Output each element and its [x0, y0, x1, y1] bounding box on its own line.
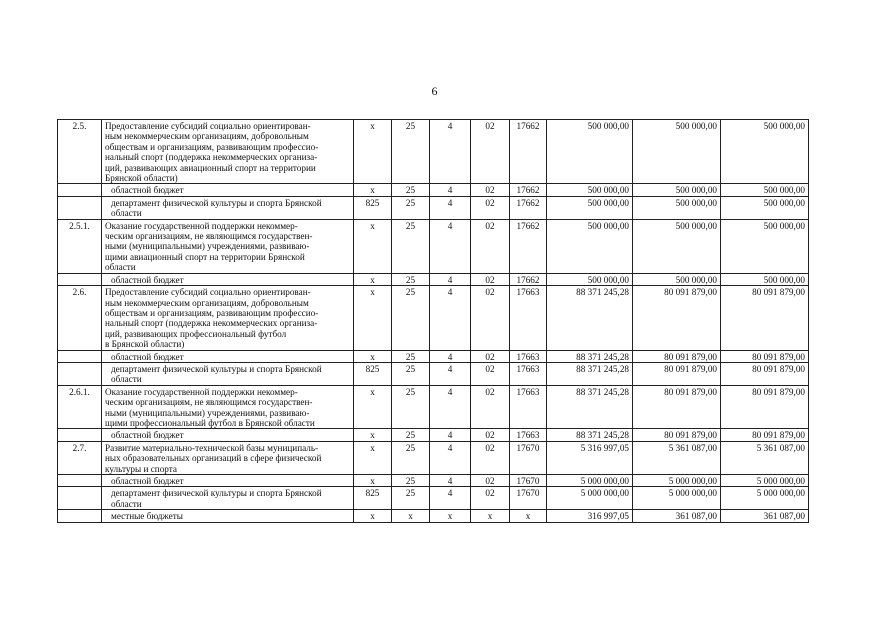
- amount-year2-cell: 80 091 879,00: [633, 429, 721, 441]
- amount-year3-cell: 500 000,00: [721, 219, 809, 273]
- page-number: 6: [431, 84, 438, 98]
- amount-year1-cell: 88 371 245,28: [547, 429, 633, 441]
- code-rz-cell: 25: [392, 219, 430, 273]
- row-number-cell: [58, 429, 102, 441]
- code-pr-cell: 4: [430, 219, 471, 273]
- table-row: [58, 350, 809, 362]
- description-cell: Оказание государственной поддержки некоммер- ческим организациям, не являющимся государствен- ными (муниципальными) учреждениями, развиваю- щими профессиональный футбол в Брянской области: [102, 385, 354, 429]
- code-csr2-cell: 17663: [510, 350, 547, 362]
- row-number-cell: 2.7.: [58, 441, 102, 474]
- amount-year1-cell: 5 316 997,05: [547, 441, 633, 474]
- row-number-cell: [58, 362, 102, 385]
- description-cell: Оказание государственной поддержки некоммер- ческим организациям, не являющимся государствен- ными (муниципальными) учреждениями, развиваю- щими авиационный спорт на территории Брянской области: [102, 219, 354, 273]
- code-pr-cell: 4: [430, 350, 471, 362]
- code-gr-cell: х: [354, 184, 392, 196]
- amount-year2-cell: 500 000,00: [633, 120, 721, 184]
- amount-year1-cell: 88 371 245,28: [547, 350, 633, 362]
- code-pr-cell: 4: [430, 196, 471, 219]
- amount-year2-cell: 5 361 087,00: [633, 441, 721, 474]
- table-row: [58, 510, 809, 522]
- code-gr-cell: х: [354, 350, 392, 362]
- amount-year2-cell: 500 000,00: [633, 219, 721, 273]
- code-pr-cell: 4: [430, 120, 471, 184]
- amount-year3-cell: 80 091 879,00: [721, 362, 809, 385]
- amount-year3-cell: 500 000,00: [721, 120, 809, 184]
- code-csr2-cell: х: [510, 510, 547, 522]
- amount-year3-cell: 5 361 087,00: [721, 441, 809, 474]
- code-pr-cell: 4: [430, 286, 471, 350]
- code-rz-cell: 25: [392, 273, 430, 285]
- code-pr-cell: х: [430, 510, 471, 522]
- amount-year1-cell: 88 371 245,28: [547, 286, 633, 350]
- description-cell: департамент физической культуры и спорта Брянской области: [102, 487, 354, 510]
- amount-year2-cell: 80 091 879,00: [633, 350, 721, 362]
- code-pr-cell: 4: [430, 385, 471, 429]
- code-gr-cell: х: [354, 510, 392, 522]
- code-gr-cell: х: [354, 385, 392, 429]
- description-cell: областной бюджет: [102, 273, 354, 285]
- amount-year3-cell: 500 000,00: [721, 196, 809, 219]
- table-row: [58, 441, 809, 474]
- amount-year3-cell: 500 000,00: [721, 184, 809, 196]
- code-pr-cell: 4: [430, 273, 471, 285]
- code-csr2-cell: 17670: [510, 487, 547, 510]
- description-cell: Развитие материально-технической базы муниципаль- ных образовательных организаций в сфере физической культуры и спорта: [102, 441, 354, 474]
- amount-year2-cell: 5 000 000,00: [633, 475, 721, 487]
- amount-year1-cell: 500 000,00: [547, 120, 633, 184]
- amount-year1-cell: 88 371 245,28: [547, 362, 633, 385]
- code-rz-cell: 25: [392, 441, 430, 474]
- code-rz-cell: 25: [392, 362, 430, 385]
- code-gr-cell: х: [354, 286, 392, 350]
- code-gr-cell: х: [354, 273, 392, 285]
- row-number-cell: [58, 350, 102, 362]
- amount-year1-cell: 500 000,00: [547, 273, 633, 285]
- code-rz-cell: 25: [392, 429, 430, 441]
- code-csr2-cell: 17670: [510, 441, 547, 474]
- code-gr-cell: х: [354, 441, 392, 474]
- amount-year3-cell: 80 091 879,00: [721, 286, 809, 350]
- code-pr-cell: 4: [430, 441, 471, 474]
- amount-year2-cell: 500 000,00: [633, 273, 721, 285]
- amount-year3-cell: 361 087,00: [721, 510, 809, 522]
- amount-year3-cell: 5 000 000,00: [721, 487, 809, 510]
- amount-year3-cell: 500 000,00: [721, 273, 809, 285]
- code-gr-cell: х: [354, 120, 392, 184]
- table-row: [58, 475, 809, 487]
- description-cell: Предоставление субсидий социально ориентирован- ным некоммерческим организациям, добровольным обществам и организациям, развивающим профессио- нальный спорт (поддержка некоммерческих организа- ций, развивающих авиационный спорт на территории Брянской области): [102, 120, 354, 184]
- table-row: [58, 487, 809, 510]
- code-rz-cell: 25: [392, 475, 430, 487]
- code-csr1-cell: 02: [471, 441, 510, 474]
- code-csr1-cell: 02: [471, 350, 510, 362]
- amount-year1-cell: 500 000,00: [547, 184, 633, 196]
- description-cell: департамент физической культуры и спорта Брянской области: [102, 362, 354, 385]
- code-gr-cell: 825: [354, 362, 392, 385]
- budget-table: [57, 119, 809, 523]
- code-rz-cell: 25: [392, 286, 430, 350]
- code-pr-cell: 4: [430, 184, 471, 196]
- code-rz-cell: 25: [392, 350, 430, 362]
- code-csr1-cell: 02: [471, 487, 510, 510]
- table-row: [58, 219, 809, 273]
- row-number-cell: 2.6.: [58, 286, 102, 350]
- code-rz-cell: 25: [392, 196, 430, 219]
- amount-year3-cell: 80 091 879,00: [721, 350, 809, 362]
- code-csr1-cell: 02: [471, 219, 510, 273]
- code-pr-cell: 4: [430, 475, 471, 487]
- row-number-cell: [58, 475, 102, 487]
- table-row: [58, 120, 809, 184]
- amount-year3-cell: 5 000 000,00: [721, 475, 809, 487]
- code-gr-cell: х: [354, 429, 392, 441]
- amount-year2-cell: 80 091 879,00: [633, 286, 721, 350]
- amount-year1-cell: 5 000 000,00: [547, 475, 633, 487]
- code-csr1-cell: 02: [471, 286, 510, 350]
- code-csr1-cell: 02: [471, 362, 510, 385]
- row-number-cell: [58, 184, 102, 196]
- description-cell: областной бюджет: [102, 350, 354, 362]
- code-csr2-cell: 17662: [510, 219, 547, 273]
- amount-year1-cell: 500 000,00: [547, 219, 633, 273]
- amount-year2-cell: 500 000,00: [633, 196, 721, 219]
- code-rz-cell: 25: [392, 120, 430, 184]
- code-csr2-cell: 17662: [510, 184, 547, 196]
- code-pr-cell: 4: [430, 362, 471, 385]
- code-rz-cell: 25: [392, 487, 430, 510]
- amount-year2-cell: 5 000 000,00: [633, 487, 721, 510]
- amount-year1-cell: 88 371 245,28: [547, 385, 633, 429]
- table-row: [58, 286, 809, 350]
- amount-year2-cell: 80 091 879,00: [633, 385, 721, 429]
- description-cell: областной бюджет: [102, 475, 354, 487]
- code-csr2-cell: 17662: [510, 273, 547, 285]
- row-number-cell: [58, 487, 102, 510]
- table-row: [58, 362, 809, 385]
- amount-year2-cell: 500 000,00: [633, 184, 721, 196]
- table-row: [58, 184, 809, 196]
- table-row: [58, 273, 809, 285]
- code-pr-cell: 4: [430, 429, 471, 441]
- code-gr-cell: х: [354, 219, 392, 273]
- description-cell: областной бюджет: [102, 184, 354, 196]
- amount-year2-cell: 80 091 879,00: [633, 362, 721, 385]
- row-number-cell: 2.5.: [58, 120, 102, 184]
- row-number-cell: 2.5.1.: [58, 219, 102, 273]
- description-cell: Предоставление субсидий социально ориентирован- ным некоммерческим организациям, добровольным обществам и организациям, развивающим профессио- нальный спорт (поддержка некоммерческих организа- ций, развивающих профессиональный футбол в Брянской области): [102, 286, 354, 350]
- code-csr1-cell: 02: [471, 196, 510, 219]
- description-cell: местные бюджеты: [102, 510, 354, 522]
- row-number-cell: 2.6.1.: [58, 385, 102, 429]
- code-csr2-cell: 17662: [510, 120, 547, 184]
- amount-year2-cell: 361 087,00: [633, 510, 721, 522]
- code-csr2-cell: 17662: [510, 196, 547, 219]
- table-row: [58, 196, 809, 219]
- table-row: [58, 429, 809, 441]
- table-row: [58, 385, 809, 429]
- amount-year3-cell: 80 091 879,00: [721, 429, 809, 441]
- amount-year3-cell: 80 091 879,00: [721, 385, 809, 429]
- code-csr1-cell: 02: [471, 273, 510, 285]
- code-csr1-cell: 02: [471, 385, 510, 429]
- code-gr-cell: х: [354, 475, 392, 487]
- code-rz-cell: 25: [392, 385, 430, 429]
- amount-year1-cell: 500 000,00: [547, 196, 633, 219]
- amount-year1-cell: 5 000 000,00: [547, 487, 633, 510]
- code-csr2-cell: 17663: [510, 385, 547, 429]
- code-csr1-cell: х: [471, 510, 510, 522]
- row-number-cell: [58, 196, 102, 219]
- code-rz-cell: х: [392, 510, 430, 522]
- budget-table-body: [58, 120, 809, 523]
- code-rz-cell: 25: [392, 184, 430, 196]
- amount-year1-cell: 316 997,05: [547, 510, 633, 522]
- description-cell: областной бюджет: [102, 429, 354, 441]
- code-csr1-cell: 02: [471, 120, 510, 184]
- code-csr2-cell: 17663: [510, 286, 547, 350]
- code-gr-cell: 825: [354, 196, 392, 219]
- description-cell: департамент физической культуры и спорта Брянской области: [102, 196, 354, 219]
- code-csr2-cell: 17663: [510, 429, 547, 441]
- code-pr-cell: 4: [430, 487, 471, 510]
- code-csr2-cell: 17670: [510, 475, 547, 487]
- code-gr-cell: 825: [354, 487, 392, 510]
- code-csr1-cell: 02: [471, 184, 510, 196]
- row-number-cell: [58, 510, 102, 522]
- code-csr1-cell: 02: [471, 429, 510, 441]
- code-csr1-cell: 02: [471, 475, 510, 487]
- code-csr2-cell: 17663: [510, 362, 547, 385]
- row-number-cell: [58, 273, 102, 285]
